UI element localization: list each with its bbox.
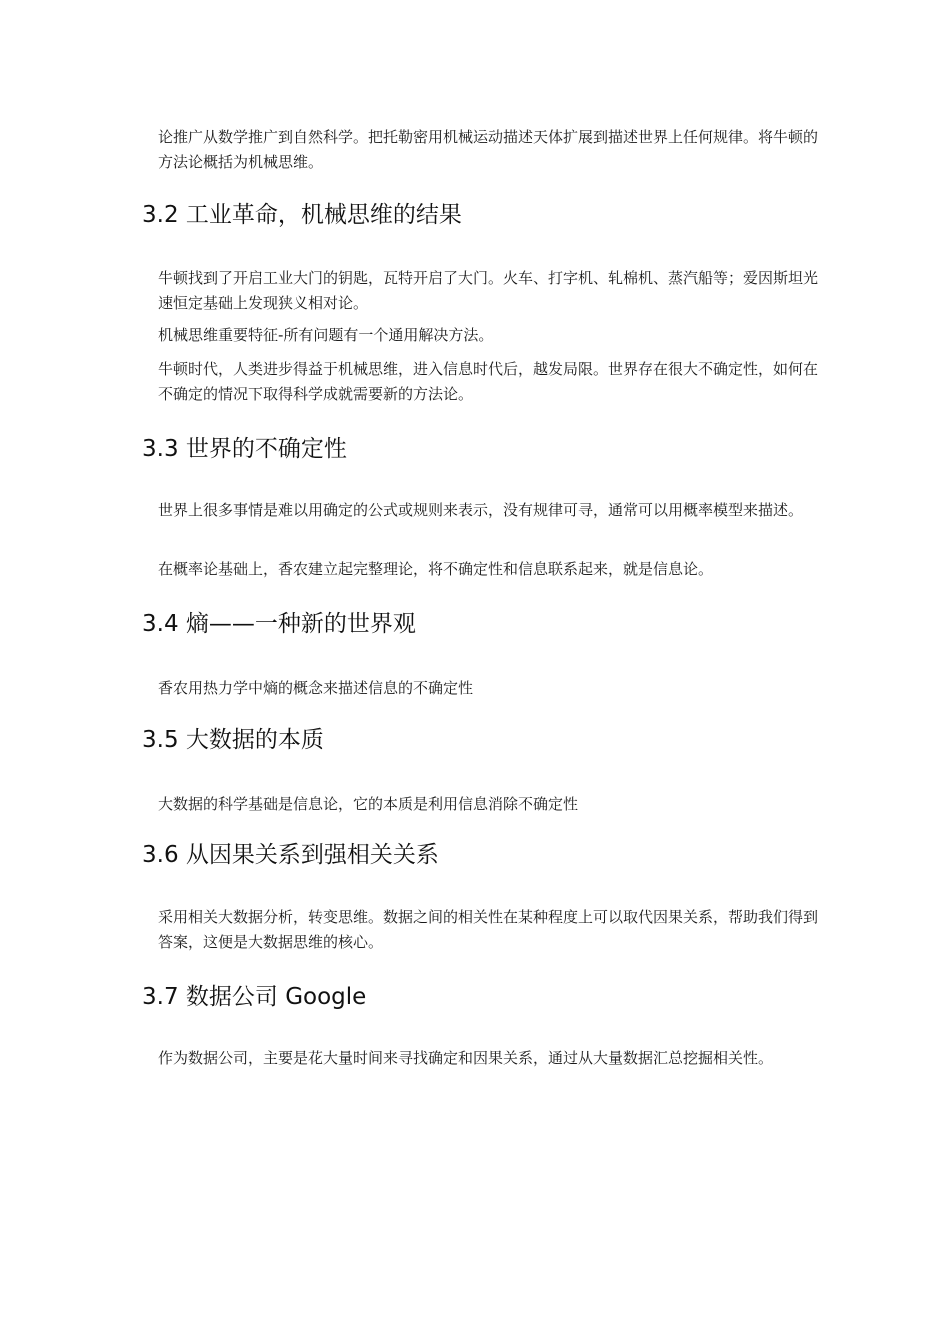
section-3-2-paragraph-3: 牛顿时代，人类进步得益于机械思维，进入信息时代后，越发局限。世界存在很大不确定性，如何在不确定的情况下取得科学成就需要新的方法论。: [158, 360, 819, 403]
section-heading-3-5: 3.5 大数据的本质: [142, 727, 324, 753]
section-3-3-paragraph-1: 世界上很多事情是难以用确定的公式或规则来表示，没有规律可寻，通常可以用概率模型来描述。: [158, 501, 804, 519]
section-3-2-paragraph-2: 机械思维重要特征-所有问题有一个通用解决方法。: [158, 326, 494, 344]
section-3-6-paragraph-1: 采用相关大数据分析，转变思维。数据之间的相关性在某种程度上可以取代因果关系，帮助我们得到答案，这便是大数据思维的核心。: [158, 908, 819, 951]
section-heading-3-4: 3.4 熵——一种新的世界观: [142, 611, 416, 637]
section-3-7-paragraph-1: 作为数据公司，主要是花大量时间来寻找确定和因果关系，通过从大量数据汇总挖掘相关性。: [158, 1049, 774, 1067]
section-3-3-paragraph-2: 在概率论基础上，香农建立起完整理论，将不确定性和信息联系起来，就是信息论。: [158, 560, 714, 578]
intro-paragraph: 论推广从数学推广到自然科学。把托勒密用机械运动描述天体扩展到描述世界上任何规律。将牛顿的方法论概括为机械思维。: [158, 128, 819, 171]
section-3-2-paragraph-1: 牛顿找到了开启工业大门的钥匙，瓦特开启了大门。火车、打字机、轧棉机、蒸汽船等；爱因斯坦光速恒定基础上发现狭义相对论。: [158, 269, 819, 312]
section-heading-3-3: 3.3 世界的不确定性: [142, 436, 347, 462]
section-3-4-paragraph-1: 香农用热力学中熵的概念来描述信息的不确定性: [158, 679, 474, 697]
section-heading-3-2: 3.2 工业革命，机械思维的结果: [142, 202, 462, 228]
section-heading-3-6: 3.6 从因果关系到强相关关系: [142, 842, 439, 868]
section-3-5-paragraph-1: 大数据的科学基础是信息论，它的本质是利用信息消除不确定性: [158, 795, 579, 813]
section-heading-3-7: 3.7 数据公司 Google: [142, 984, 367, 1010]
